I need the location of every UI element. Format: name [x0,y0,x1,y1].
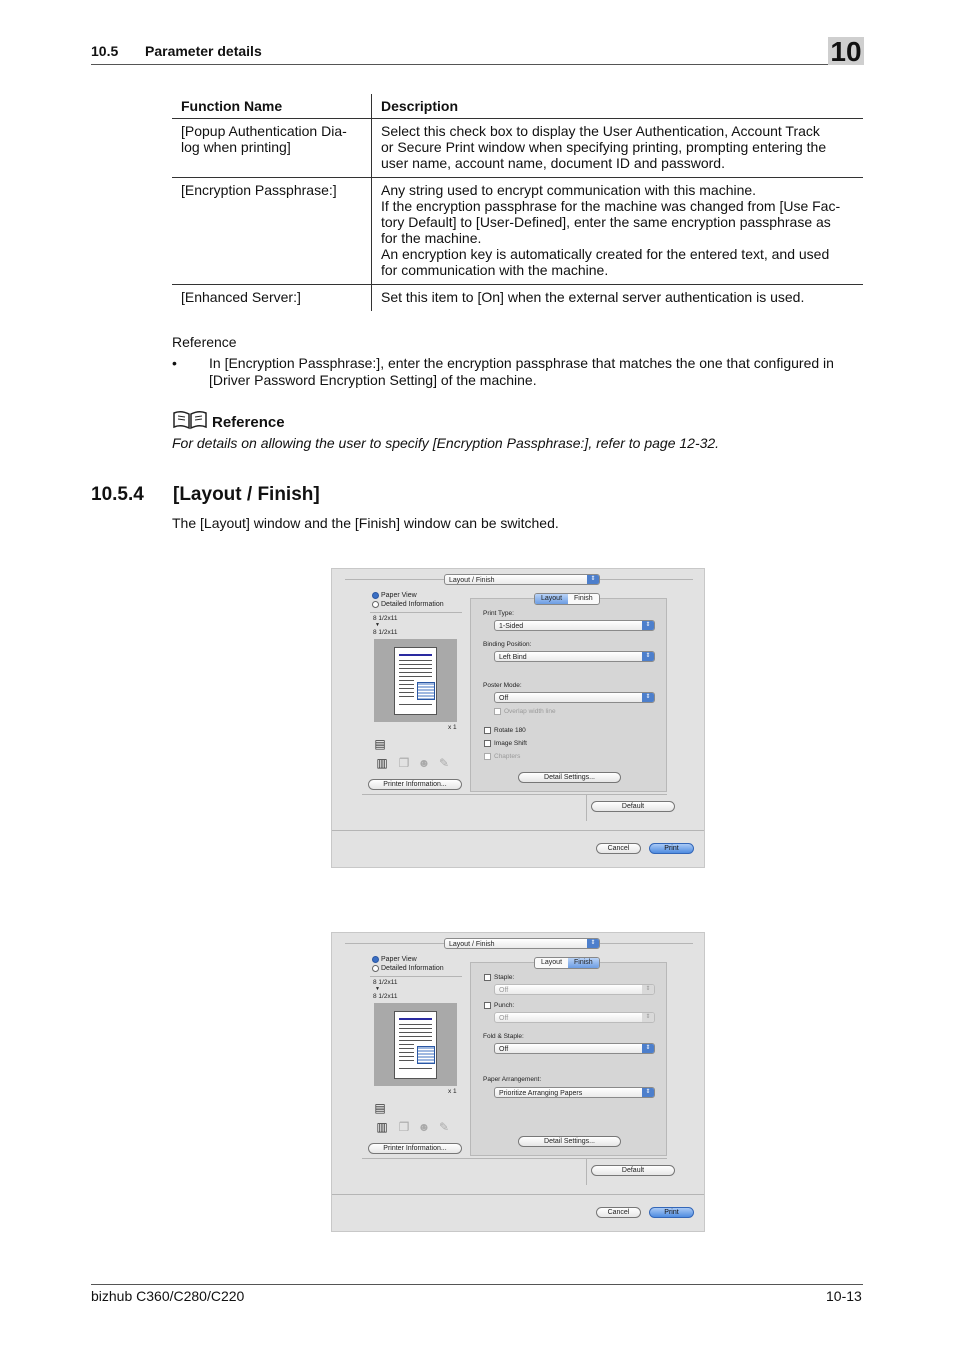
cell-line: An encryption key is automatically created for the entered text, and used [381,246,830,262]
checkbox-label: Staple: [494,974,515,981]
select-arrows-icon: ⇕ [642,693,654,702]
image-block [417,1046,435,1064]
table-row [172,178,863,285]
text-line [399,1052,414,1053]
text-line [399,692,414,693]
text-line [399,1048,414,1049]
print-type-select[interactable] [494,620,655,631]
image-shift-checkbox[interactable] [484,740,527,747]
select-arrows-icon: ⇕ [587,575,599,584]
text-line [399,1018,432,1020]
radio-label: Paper View [381,956,417,963]
reference-box-heading [172,410,285,434]
select-arrows-icon: ⇕ [642,1088,654,1097]
copy-icon: ❐ [398,756,410,770]
text-line [399,684,414,685]
checkbox-icon [484,727,491,734]
bullet-line: In [Encryption Passphrase:], enter the encryption passphrase that matches the one that configured in [209,355,834,371]
print-type-label: Print Type: [483,610,514,617]
column-header-description: Description [372,94,864,119]
divider [332,830,704,831]
binding-position-label: Binding Position: [483,641,532,648]
radio-selected-icon [372,956,379,963]
select-value: Prioritize Arranging Papers [499,1090,583,1097]
cell-line: [Popup Authentication Dia- [181,123,347,139]
checkbox-icon [494,708,501,715]
down-arrow-icon: ▼ [375,622,380,628]
print-job-icon: ▥ [376,1120,388,1134]
text-line [399,676,432,677]
section-title: [Layout / Finish] [173,484,320,505]
select-arrows-icon: ⇕ [587,939,599,948]
text-line [399,664,432,665]
printer-information-button[interactable]: Printer Information... [368,1143,462,1154]
panel-select-value: Layout / Finish [449,577,495,584]
header-section-title: Parameter details [145,43,262,59]
paper-preview [374,1003,457,1086]
cell-line: user name, account name, document ID and password. [381,155,725,171]
cell-line: If the encryption passphrase for the machine was changed from [Use Fac- [381,198,841,214]
divider [370,612,462,613]
staple-checkbox[interactable] [484,974,514,981]
output-size-label: 8 1/2x11 [373,629,398,636]
select-value: Off [499,695,509,702]
bullet-symbol: • [172,355,177,371]
text-line [399,688,414,689]
text-line [399,672,432,673]
reference-box-text: For details on allowing the user to specify [Encryption Passphrase:], refer to page 12-32. [172,435,720,451]
description-cell [372,285,864,312]
copy-icon: ❐ [398,1120,410,1134]
checkbox-icon [484,1002,491,1009]
select-value: 1-Sided [499,623,524,630]
settings-icon: ✎ [438,756,450,770]
fold-staple-label: Fold & Staple: [483,1033,524,1040]
select-value: Off [499,1046,509,1053]
checkbox-label: Overlap width line [504,708,556,715]
text-line [399,1060,414,1061]
text-line [399,1024,432,1025]
printer-status-icon: ▤ [374,737,386,751]
cancel-button[interactable]: Cancel [596,1207,641,1218]
text-line [399,1040,432,1041]
paper-size-label: 8 1/2x11 [373,615,398,622]
select-arrows-icon: ⇕ [642,652,654,661]
print-dialog-finish [331,932,705,1232]
chapter-number: 10 [828,37,864,65]
text-line [399,1036,432,1037]
checkbox-icon [484,740,491,747]
checkbox-label: Punch: [494,1002,515,1009]
detail-settings-button[interactable]: Detail Settings... [518,1136,621,1147]
radio-paper-view[interactable] [372,592,417,599]
cell-line: Any string used to encrypt communication with this machine. [381,182,757,198]
bullet-text [209,355,864,389]
cancel-button[interactable]: Cancel [596,843,641,854]
tab-finish[interactable]: Finish [568,958,599,968]
text-line [399,660,432,661]
select-value: Left Bind [499,654,527,661]
divider [586,795,587,821]
rotate-180-checkbox[interactable] [484,727,526,734]
radio-label: Paper View [381,592,417,599]
text-line [399,704,432,705]
image-block [417,682,435,700]
checkbox-label: Rotate 180 [494,727,526,734]
checkbox-label: Image Shift [494,740,527,747]
cell-line: [Enhanced Server:] [181,289,301,305]
tab-layout[interactable]: Layout [541,959,563,966]
cell-line: Select this check box to display the User Authentication, Account Track [381,123,820,139]
text-line [399,1044,414,1045]
tab-bar [534,593,600,605]
parameter-table [172,94,863,311]
copies-label: x 1 [448,724,457,731]
function-name-cell [172,119,372,178]
description-cell [372,178,864,285]
select-arrows-icon: ⇕ [642,985,654,994]
column-header-function-name: Function Name [172,94,372,119]
fold-staple-select[interactable] [494,1043,655,1054]
reference-label: Reference [172,334,237,350]
divider [370,976,462,977]
print-button[interactable]: Print [649,843,694,854]
cell-line: [Encryption Passphrase:] [181,182,337,198]
reference-box-title: Reference [212,413,285,431]
section-number: 10.5.4 [91,484,144,505]
bullet-line: [Driver Password Encryption Setting] of the machine. [209,372,537,388]
printer-information-button[interactable]: Printer Information... [368,779,462,790]
punch-select[interactable] [494,1012,655,1023]
default-button[interactable]: Default [591,801,675,812]
paper-page [394,647,437,715]
footer-page-number: 10-13 [826,1288,862,1304]
function-name-cell [172,285,372,312]
cell-line: for communication with the machine. [381,262,609,278]
text-line [399,668,432,669]
poster-mode-label: Poster Mode: [483,682,522,689]
radio-selected-icon [372,592,379,599]
radio-icon [372,965,379,972]
paper-page [394,1011,437,1079]
panel-select[interactable] [444,938,600,949]
table-row [172,119,863,178]
print-dialog-layout [331,568,705,868]
poster-mode-select[interactable] [494,692,655,703]
detail-settings-button[interactable]: Detail Settings... [518,772,621,783]
cell-line: or Secure Print window when specifying printing, prompting entering the [381,139,827,155]
punch-checkbox[interactable] [484,1002,514,1009]
footer-product: bizhub C360/C280/C220 [91,1288,245,1304]
text-line [399,1032,432,1033]
print-button[interactable]: Print [649,1207,694,1218]
cell-line: log when printing] [181,139,291,155]
table-row [172,285,863,312]
print-job-icon: ▥ [376,756,388,770]
cell-line: for the machine. [381,230,482,246]
text-line [399,1068,432,1069]
function-name-cell [172,178,372,285]
default-button[interactable]: Default [591,1165,675,1176]
table-header-row [172,94,863,119]
divider [362,794,667,795]
divider [362,1158,667,1159]
footer-rule [91,1284,863,1285]
section-description: The [Layout] window and the [Finish] window can be switched. [172,515,559,531]
tab-finish[interactable]: Finish [574,595,593,602]
radio-icon [372,601,379,608]
select-arrows-icon: ⇕ [642,621,654,630]
cell-line: tory Default] to [User-Defined], enter the same encryption passphrase as [381,214,831,230]
text-line [399,1056,414,1057]
text-line [399,1028,432,1029]
select-value: Off [499,1015,509,1022]
output-size-label: 8 1/2x11 [373,993,398,1000]
select-arrows-icon: ⇕ [642,1044,654,1053]
users-icon: ☻ [417,1120,431,1134]
book-icon [172,410,208,434]
text-line [399,680,414,681]
tab-bar [534,957,600,969]
paper-arrangement-label: Paper Arrangement: [483,1076,542,1083]
panel-select[interactable] [444,574,600,585]
panel-select-value: Layout / Finish [449,941,495,948]
header-section-number: 10.5 [91,43,119,59]
paper-size-label: 8 1/2x11 [373,979,398,986]
header-rule [91,64,863,65]
overlap-width-checkbox[interactable] [494,708,556,715]
users-icon: ☻ [417,756,431,770]
radio-detailed-info[interactable] [372,601,444,608]
checkbox-icon [484,753,491,760]
description-cell [372,119,864,178]
radio-paper-view[interactable] [372,956,417,963]
settings-icon: ✎ [438,1120,450,1134]
select-value: Off [499,987,509,994]
select-arrows-icon: ⇕ [642,1013,654,1022]
radio-detailed-info[interactable] [372,965,444,972]
cell-line: Set this item to [On] when the external server authentication is used. [381,289,805,305]
checkbox-icon [484,974,491,981]
paper-preview [374,639,457,722]
binding-position-select[interactable] [494,651,655,662]
text-line [399,696,414,697]
checkbox-label: Chapters [494,753,521,760]
copies-label: x 1 [448,1088,457,1095]
printer-status-icon: ▤ [374,1101,386,1115]
text-line [399,654,432,656]
divider [586,1159,587,1185]
radio-label: Detailed Information [381,601,444,608]
paper-arrangement-select[interactable] [494,1087,655,1098]
tab-layout[interactable]: Layout [535,594,568,604]
down-arrow-icon: ▼ [375,986,380,992]
radio-label: Detailed Information [381,965,444,972]
divider [332,1194,704,1195]
chapters-checkbox[interactable] [484,753,520,760]
staple-select[interactable] [494,984,655,995]
